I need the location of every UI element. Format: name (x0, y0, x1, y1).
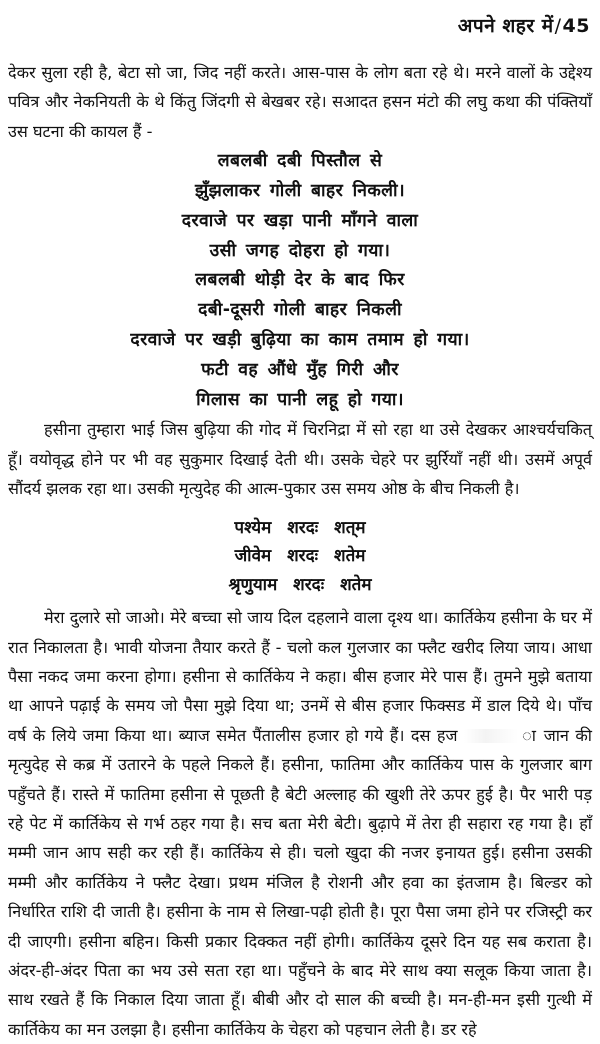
verse-line: दरवाजे पर खड़ा पानी माँगने वाला (181, 210, 419, 231)
paragraph-main-part2: ा जान की मृत्युदेह से कब्र में उतारने के पहले निकले हैं। हसीना, फातिमा और कार्तिकेय पास के गुलजार बाग पहुँचते हैं। रास्ते में फातिमा हसीना से पूछती है बेटी अल्लाह की खुशी तेरे ऊपर हुई है। पैर भारी पड़ रहे पेट में कार्तिकेय से गर्भ ठहर गया है। सच बता मेरी बेटी। बुढ़ापे में तेरा ही सहारा रह गया है। हाँ मम्मी जान आप सही कर रही हैं। कार्तिकेय से ही। चलो खुदा की नजर इनायत हुई। हसीना उसकी मम्मी और कार्तिकेय ने फ्लैट देखा। प्रथम मंजिल है रोशनी और हवा का इंतजाम है। बिल्डर को निर्धारित राशि दी जाती है। हसीना के नाम से लिखा-पढ़ी होती है। पूरा पैसा जमा होने पर रजिस्ट्री कर दी जाएगी। हसीना बहिन। किसी प्रकार दिक्कत नहीं होगी। कार्तिकेय दूसरे दिन यह सब कराता है। अंदर-ही-अंदर पिता का भय उसे सता रहा था। पहुँचने के बाद मेरे साथ क्या सलूक किया जाता है। साथ रखते हैं कि निकाल दिया जाता हूँ। बीबी और दो साल की बच्ची है। मन-ही-मन इसी गुत्थी में कार्तिकेय का मन उलझा है। हसीना कार्तिकेय के चेहरा को पहचान लेती है। डर रहे (8, 725, 592, 1039)
header-separator: / (554, 15, 562, 37)
verse-line: लबलबी दबी पिस्तौल से (217, 151, 383, 172)
manto-verse (8, 147, 592, 415)
running-header (458, 12, 590, 38)
paragraph-intro: देकर सुला रही है, बेटा सो जा, जिद नहीं करते। आस-पास के लोग बता रहे थे। मरने वालों के उद्देश्य पवित्र और नेकनियती के थे किंतु जिंदगी से बेखबर रहे। सआदत हसन मंटो की लघु कथा की पंक्तियाँ उस घटना की कायल हैं - (8, 63, 592, 141)
page-number: 45 (562, 15, 590, 37)
verse-line: दरवाजे पर खड़ी बुढ़िया का काम तमाम हो गया। (130, 330, 470, 350)
shloka-line: श्रृणुयाम शरदः शतेम (228, 574, 372, 595)
verse-line: लबलबी थोड़ी देर के बाद फिर (195, 270, 405, 291)
verse-line: फटी वह औंधे मुँह गिरी और (201, 359, 399, 380)
shloka-line: पश्येम शरदः शत्‌म (234, 517, 366, 538)
paragraph-hasina: हसीना तुम्हारा भाई जिस बुढ़िया की गोद में चिरनिद्रा में सो रहा था उसे देखकर आश्चर्यचकित् हूँ। वयोवृद्ध होने पर भी वह सुकुमार दिखाई देती थी। उसके चेहरे पर झुर्रियाँ नहीं थी। उसमें अपूर्व सौंदर्य झलक रहा था। उसकी मृत्युदेह की आत्म-पुकार उस समय ओष्ठ के बीच निकली है। (8, 420, 592, 499)
running-title: अपने शहर में (457, 15, 554, 37)
body-text (8, 58, 592, 1044)
paragraph-main (8, 603, 592, 1044)
paragraph-main-part1: मेरा दुलारे सो जाओ। मेरे बच्चा सो जाय दिल दहलाने वाला दृश्य था। कार्तिकेय हसीना के घर में रात निकालता है। भावी योजना तैयार करते हैं - चलो कल गुलजार का फ्लैट खरीद लिया जाय। आधा पैसा नकद जमा करना होगा। हसीना से कार्तिकेय ने कहा। बीस हजार मेरे पास हैं। तुमने मुझे बताया था आपने पढ़ाई के समय जो पैसा मुझे दिया था; उनमें से बीस हजार फिक्सड में डाल दिये थे। पाँच वर्ष के लिये जमा किया था। ब्याज समेत पैंतालीस हजार हो गये हैं। दस हज (8, 608, 592, 745)
verse-line: झुँझलाकर गोली बाहर निकली। (194, 181, 405, 202)
sanskrit-shloka (8, 514, 592, 600)
verse-line: उसी जगह दोहरा हो गया। (209, 240, 391, 261)
shloka-line: जीवेम शरदः शतेम (234, 546, 366, 567)
verse-line: दबी-दूसरी गोली बाहर निकली (198, 300, 402, 321)
scan-blank-gap (464, 729, 518, 743)
verse-line: गिलास का पानी लहू हो गया। (196, 389, 404, 410)
